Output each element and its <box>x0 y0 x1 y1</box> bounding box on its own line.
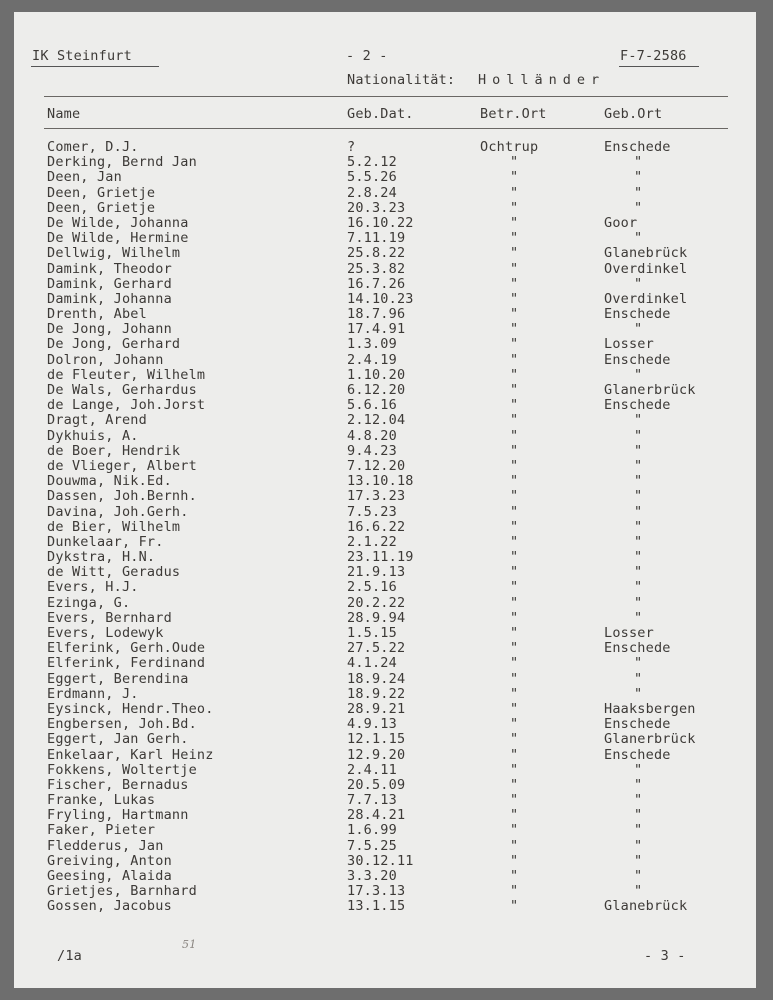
work-place: " <box>510 746 519 763</box>
birth-date: 2.4.11 <box>347 761 397 778</box>
birth-place: " <box>634 366 643 383</box>
person-name: Dunkelaar, Fr. <box>47 533 164 550</box>
work-place: " <box>510 761 519 778</box>
table-row <box>14 261 756 276</box>
work-place: " <box>510 336 519 353</box>
table-row <box>14 291 756 306</box>
work-place: " <box>510 245 519 262</box>
person-name: de Boer, Hendrik <box>47 442 181 459</box>
table-row <box>14 838 756 853</box>
table-row <box>14 230 756 245</box>
person-name: De Wals, Gerhardus <box>47 382 197 398</box>
birth-date: 1.5.15 <box>347 625 397 641</box>
birth-place: " <box>634 594 643 611</box>
person-name: Deen, Jan <box>47 169 122 186</box>
table-row <box>14 853 756 868</box>
birth-date: 12.9.20 <box>347 746 406 763</box>
person-name: Dykstra, H.N. <box>47 549 156 566</box>
work-place: " <box>510 868 519 884</box>
birth-place: Enschede <box>604 746 671 763</box>
page-number: - 2 - <box>346 48 388 64</box>
work-place: " <box>510 670 519 687</box>
table-row <box>14 504 756 519</box>
person-name: Deen, Grietje <box>47 184 156 201</box>
person-name: Enkelaar, Karl Heinz <box>47 746 214 763</box>
top-rule <box>44 96 728 97</box>
column-header-name: Name <box>47 106 81 122</box>
work-place: " <box>510 214 519 231</box>
person-name: Erdmann, J. <box>47 685 139 702</box>
birth-place: " <box>634 579 643 596</box>
work-place: " <box>510 351 519 368</box>
birth-date: 18.9.24 <box>347 670 406 687</box>
work-place: Ochtrup <box>480 139 539 155</box>
work-place: " <box>510 685 519 702</box>
birth-date: 25.8.22 <box>347 245 406 262</box>
person-name: Ezinga, G. <box>47 594 131 611</box>
birth-date: 20.5.09 <box>347 776 406 793</box>
table-row <box>14 397 756 412</box>
table-row <box>14 276 756 291</box>
work-place: " <box>510 321 519 338</box>
birth-date: 7.12.20 <box>347 457 406 474</box>
birth-place: " <box>634 412 643 429</box>
birth-place: Overdinkel <box>604 290 688 307</box>
table-row <box>14 883 756 898</box>
work-place: " <box>510 382 519 398</box>
birth-date: 7.5.23 <box>347 503 397 520</box>
birth-place: " <box>634 427 643 444</box>
person-name: de Fleuter, Wilhelm <box>47 366 206 383</box>
birth-date: 7.7.13 <box>347 792 397 809</box>
birth-date: 1.3.09 <box>347 336 397 353</box>
person-name: De Jong, Gerhard <box>47 336 181 353</box>
birth-date: 16.7.26 <box>347 275 406 292</box>
birth-place: " <box>634 488 643 505</box>
person-name: De Jong, Johann <box>47 321 172 338</box>
work-place: " <box>510 275 519 292</box>
table-row <box>14 868 756 883</box>
birth-place: " <box>634 655 643 672</box>
birth-place: Losser <box>604 336 654 353</box>
work-place: " <box>510 473 519 490</box>
person-name: Evers, Bernhard <box>47 609 172 626</box>
birth-date: 20.2.22 <box>347 594 406 611</box>
birth-place: " <box>634 868 643 884</box>
work-place: " <box>510 199 519 216</box>
table-row <box>14 519 756 534</box>
person-name: Deen, Grietje <box>47 199 156 216</box>
birth-place: Goor <box>604 214 638 231</box>
person-name: Eggert, Berendina <box>47 670 189 687</box>
table-row <box>14 595 756 610</box>
table-row <box>14 367 756 382</box>
birth-date: 17.4.91 <box>347 321 406 338</box>
work-place: " <box>510 579 519 596</box>
table-row <box>14 382 756 397</box>
birth-place: " <box>634 670 643 687</box>
table-row <box>14 671 756 686</box>
birth-place: " <box>634 154 643 171</box>
birth-place: " <box>634 169 643 186</box>
birth-date: 2.4.19 <box>347 351 397 368</box>
person-name: Dykhuis, A. <box>47 427 139 444</box>
person-name: Eysinck, Hendr.Theo. <box>47 700 214 717</box>
continuation-mark: /1a <box>57 948 82 964</box>
person-name: Geesing, Alaida <box>47 868 172 884</box>
birth-place: " <box>634 822 643 839</box>
table-row <box>14 822 756 837</box>
work-place: " <box>510 549 519 566</box>
birth-place: " <box>634 883 643 900</box>
table-row <box>14 731 756 746</box>
table-row <box>14 185 756 200</box>
table-row <box>14 169 756 184</box>
work-place: " <box>510 883 519 900</box>
work-place: " <box>510 230 519 247</box>
birth-place: " <box>634 230 643 247</box>
nationality-label: Nationalität: <box>347 72 456 88</box>
birth-place: " <box>634 457 643 474</box>
person-name: de Vlieger, Albert <box>47 457 197 474</box>
pencil-note: 51 <box>182 938 197 951</box>
table-row <box>14 443 756 458</box>
person-name: Dellwig, Wilhelm <box>47 245 181 262</box>
table-row <box>14 792 756 807</box>
birth-date: 3.3.20 <box>347 868 397 884</box>
birth-date: 18.7.96 <box>347 306 406 323</box>
person-list <box>14 139 756 914</box>
birth-place: Glanerbrück <box>604 382 696 398</box>
birth-place: " <box>634 852 643 869</box>
table-row <box>14 336 756 351</box>
office-underline <box>31 66 159 67</box>
work-place: " <box>510 731 519 748</box>
table-row <box>14 321 756 336</box>
birth-date: 2.1.22 <box>347 533 397 550</box>
birth-place: " <box>634 776 643 793</box>
birth-place: " <box>634 473 643 490</box>
birth-date: 9.4.23 <box>347 442 397 459</box>
person-name: Dassen, Joh.Bernh. <box>47 488 197 505</box>
work-place: " <box>510 837 519 854</box>
birth-date: 25.3.82 <box>347 260 406 277</box>
birth-date: 4.1.24 <box>347 655 397 672</box>
work-place: " <box>510 776 519 793</box>
birth-date: 7.5.25 <box>347 837 397 854</box>
work-place: " <box>510 488 519 505</box>
person-name: Damink, Theodor <box>47 260 172 277</box>
birth-date: 16.10.22 <box>347 214 414 231</box>
birth-place: " <box>634 807 643 824</box>
table-row <box>14 549 756 564</box>
birth-place: " <box>634 275 643 292</box>
birth-date: 2.8.24 <box>347 184 397 201</box>
birth-place: " <box>634 609 643 626</box>
birth-date: 17.3.13 <box>347 883 406 900</box>
birth-place: " <box>634 199 643 216</box>
person-name: Derking, Bernd Jan <box>47 154 197 171</box>
birth-place: Glanebrück <box>604 245 688 262</box>
table-row <box>14 352 756 367</box>
birth-date: 4.9.13 <box>347 716 397 733</box>
work-place: " <box>510 518 519 535</box>
birth-place: " <box>634 685 643 702</box>
birth-place: Overdinkel <box>604 260 688 277</box>
table-row <box>14 534 756 549</box>
table-row <box>14 215 756 230</box>
work-place: " <box>510 290 519 307</box>
table-row <box>14 458 756 473</box>
person-name: Drenth, Abel <box>47 306 147 323</box>
birth-date: 16.6.22 <box>347 518 406 535</box>
work-place: " <box>510 822 519 839</box>
table-row <box>14 473 756 488</box>
person-name: Faker, Pieter <box>47 822 156 839</box>
birth-date: 21.9.13 <box>347 564 406 581</box>
reference-number: F-7-2586 <box>620 48 687 64</box>
work-place: " <box>510 427 519 444</box>
birth-date: 30.12.11 <box>347 852 414 869</box>
birth-place: " <box>634 761 643 778</box>
birth-place: Enschede <box>604 716 671 733</box>
document-page <box>14 12 756 988</box>
person-name: Evers, H.J. <box>47 579 139 596</box>
birth-place: Enschede <box>604 351 671 368</box>
birth-date: 5.6.16 <box>347 397 397 414</box>
work-place: " <box>510 716 519 733</box>
work-place: " <box>510 700 519 717</box>
birth-date: 2.12.04 <box>347 412 406 429</box>
birth-date: 28.4.21 <box>347 807 406 824</box>
birth-date: 20.3.23 <box>347 199 406 216</box>
birth-date: 1.6.99 <box>347 822 397 839</box>
birth-date: 2.5.16 <box>347 579 397 596</box>
birth-place: " <box>634 533 643 550</box>
birth-place: " <box>634 564 643 581</box>
table-row <box>14 625 756 640</box>
birth-place: Enschede <box>604 306 671 323</box>
work-place: " <box>510 184 519 201</box>
work-place: " <box>510 594 519 611</box>
table-row <box>14 488 756 503</box>
work-place: " <box>510 442 519 459</box>
birth-date: 5.2.12 <box>347 154 397 171</box>
table-row <box>14 245 756 260</box>
person-name: Damink, Johanna <box>47 290 172 307</box>
office-name: IK Steinfurt <box>32 48 132 64</box>
work-place: " <box>510 898 519 915</box>
work-place: " <box>510 807 519 824</box>
table-row <box>14 306 756 321</box>
person-name: Eggert, Jan Gerh. <box>47 731 189 748</box>
birth-date: 13.10.18 <box>347 473 414 490</box>
table-row <box>14 564 756 579</box>
work-place: " <box>510 655 519 672</box>
birth-place: Enschede <box>604 640 671 657</box>
table-row <box>14 747 756 762</box>
person-name: Elferink, Gerh.Oude <box>47 640 206 657</box>
birth-date: 18.9.22 <box>347 685 406 702</box>
work-place: " <box>510 564 519 581</box>
birth-date: 7.11.19 <box>347 230 406 247</box>
person-name: Fledderus, Jan <box>47 837 164 854</box>
birth-place: " <box>634 503 643 520</box>
birth-place: " <box>634 518 643 535</box>
birth-date: 4.8.20 <box>347 427 397 444</box>
person-name: Franke, Lukas <box>47 792 156 809</box>
person-name: de Witt, Geradus <box>47 564 181 581</box>
birth-date: 27.5.22 <box>347 640 406 657</box>
person-name: Damink, Gerhard <box>47 275 172 292</box>
header-rule <box>44 128 728 129</box>
birth-date: 1.10.20 <box>347 366 406 383</box>
table-row <box>14 807 756 822</box>
birth-place: " <box>634 184 643 201</box>
birth-date: 12.1.15 <box>347 731 406 748</box>
person-name: de Bier, Wilhelm <box>47 518 181 535</box>
work-place: " <box>510 457 519 474</box>
work-place: " <box>510 792 519 809</box>
work-place: " <box>510 366 519 383</box>
table-row <box>14 412 756 427</box>
person-name: de Lange, Joh.Jorst <box>47 397 206 414</box>
person-name: Comer, D.J. <box>47 139 139 155</box>
birth-place: " <box>634 321 643 338</box>
birth-place: Glanerbrück <box>604 731 696 748</box>
nationality-value: Holländer <box>478 72 606 88</box>
birth-place: " <box>634 837 643 854</box>
reference-underline <box>619 66 699 67</box>
table-row <box>14 428 756 443</box>
table-row <box>14 154 756 169</box>
birth-date: 6.12.20 <box>347 382 406 398</box>
person-name: Greiving, Anton <box>47 852 172 869</box>
column-header-work-place: Betr.Ort <box>480 106 547 122</box>
birth-place: Glanebrück <box>604 898 688 915</box>
work-place: " <box>510 154 519 171</box>
birth-date: 5.5.26 <box>347 169 397 186</box>
person-name: Davina, Joh.Gerh. <box>47 503 189 520</box>
person-name: Elferink, Ferdinand <box>47 655 206 672</box>
work-place: " <box>510 609 519 626</box>
birth-date: 28.9.94 <box>347 609 406 626</box>
work-place: " <box>510 397 519 414</box>
work-place: " <box>510 640 519 657</box>
work-place: " <box>510 169 519 186</box>
person-name: Evers, Lodewyk <box>47 625 164 641</box>
work-place: " <box>510 260 519 277</box>
person-name: Fokkens, Woltertje <box>47 761 197 778</box>
birth-place: Enschede <box>604 397 671 414</box>
person-name: Fischer, Bernadus <box>47 776 189 793</box>
table-row <box>14 655 756 670</box>
column-header-birth-place: Geb.Ort <box>604 106 663 122</box>
birth-date: 17.3.23 <box>347 488 406 505</box>
table-row <box>14 701 756 716</box>
table-row <box>14 200 756 215</box>
birth-date: 13.1.15 <box>347 898 406 915</box>
person-name: Grietjes, Barnhard <box>47 883 197 900</box>
column-header-birth-date: Geb.Dat. <box>347 106 414 122</box>
birth-place: " <box>634 792 643 809</box>
next-page-number: - 3 - <box>644 948 686 964</box>
table-row <box>14 610 756 625</box>
birth-place: " <box>634 442 643 459</box>
table-row <box>14 716 756 731</box>
birth-place: Enschede <box>604 139 671 155</box>
person-name: Fryling, Hartmann <box>47 807 189 824</box>
birth-date: 28.9.21 <box>347 700 406 717</box>
birth-date: 23.11.19 <box>347 549 414 566</box>
person-name: De Wilde, Johanna <box>47 214 189 231</box>
work-place: " <box>510 852 519 869</box>
birth-place: " <box>634 549 643 566</box>
table-row <box>14 762 756 777</box>
birth-date: 14.10.23 <box>347 290 414 307</box>
work-place: " <box>510 503 519 520</box>
table-row <box>14 686 756 701</box>
person-name: De Wilde, Hermine <box>47 230 189 247</box>
person-name: Dolron, Johann <box>47 351 164 368</box>
table-row <box>14 579 756 594</box>
person-name: Dragt, Arend <box>47 412 147 429</box>
table-row <box>14 139 756 154</box>
work-place: " <box>510 533 519 550</box>
work-place: " <box>510 306 519 323</box>
person-name: Gossen, Jacobus <box>47 898 172 915</box>
person-name: Douwma, Nik.Ed. <box>47 473 172 490</box>
birth-place: Haaksbergen <box>604 700 696 717</box>
table-row <box>14 777 756 792</box>
person-name: Engbersen, Joh.Bd. <box>47 716 197 733</box>
table-row <box>14 640 756 655</box>
birth-date: ? <box>347 139 356 155</box>
work-place: " <box>510 625 519 641</box>
table-row <box>14 898 756 913</box>
work-place: " <box>510 412 519 429</box>
birth-place: Losser <box>604 625 654 641</box>
